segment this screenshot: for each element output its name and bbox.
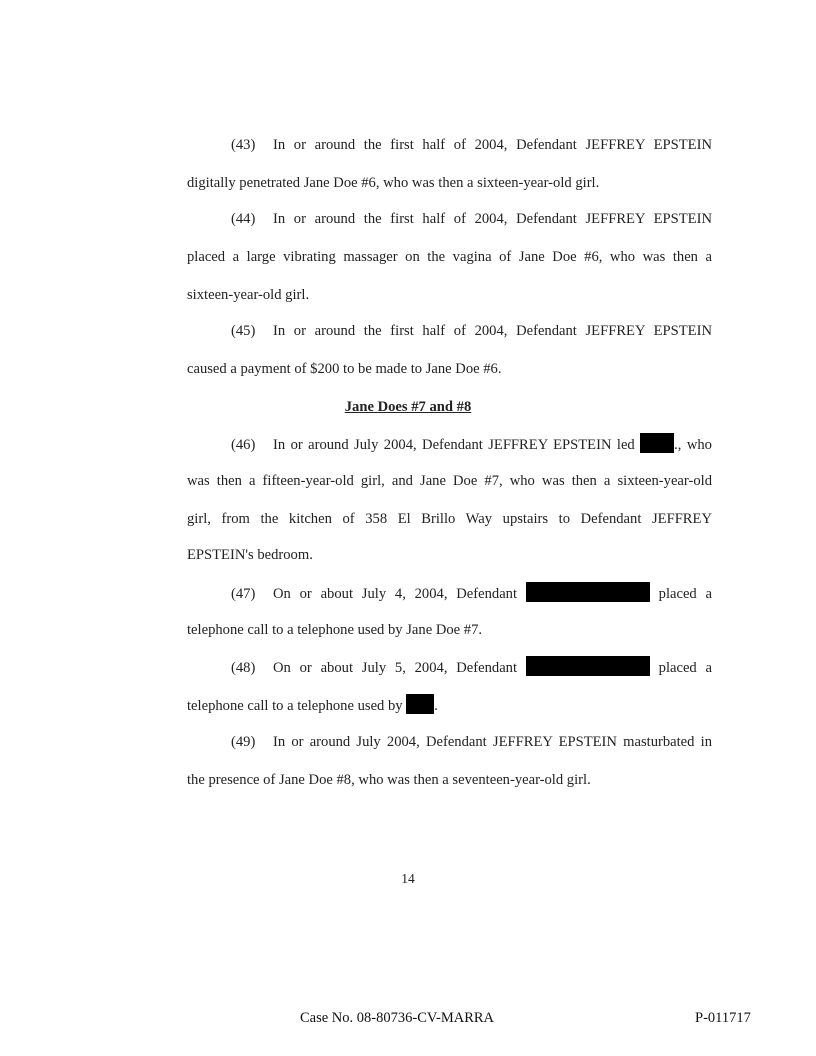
paragraph-text: In or around the first half of 2004, Defendant JEFFREY EPSTEIN (273, 323, 712, 339)
paragraph-text: In or around July 2004, Defendant JEFFREY EPSTEIN led (273, 437, 635, 453)
paragraph-45-line-1 (231, 321, 712, 341)
paragraph-text: telephone call to a telephone used by (187, 698, 403, 714)
paragraph-43-line-1 (231, 135, 712, 155)
paragraph-number: (45) (231, 323, 256, 339)
paragraph-47-line-1 (231, 582, 712, 604)
paragraph-text: In or around the first half of 2004, Defendant JEFFREY EPSTEIN (273, 211, 712, 227)
redaction-box (406, 694, 434, 714)
paragraph-48-line-2 (187, 694, 712, 716)
redaction-box (640, 433, 674, 453)
section-heading: Jane Does #7 and #8 (344, 399, 472, 415)
paragraph-46-line-1 (231, 433, 712, 455)
paragraph-text: In or around the first half of 2004, Defendant JEFFREY EPSTEIN (273, 137, 712, 153)
redaction-box (526, 582, 650, 602)
paragraph-text: In or around July 2004, Defendant JEFFREY EPSTEIN masturbated in (273, 734, 712, 750)
paragraph-46-line-2: was then a fifteen-year-old girl, and Jane Doe #7, who was then a sixteen-year-old (187, 473, 712, 489)
paragraph-text: On or about July 5, 2004, Defendant (273, 660, 518, 676)
paragraph-number: (48) (231, 660, 256, 676)
footer-case-number: Case No. 08-80736-CV-MARRA (300, 1010, 495, 1026)
redaction-box (526, 656, 650, 676)
paragraph-48-line-1 (231, 656, 712, 678)
paragraph-number: (49) (231, 734, 256, 750)
paragraph-45-line-2: caused a payment of $200 to be made to Jane Doe #6. (187, 361, 502, 377)
paragraph-text: . (434, 698, 438, 714)
paragraph-text: On or about July 4, 2004, Defendant (273, 586, 518, 602)
paragraph-49-line-2: the presence of Jane Doe #8, who was then a seventeen-year-old girl. (187, 772, 591, 788)
paragraph-44-line-2: placed a large vibrating massager on the vagina of Jane Doe #6, who was then a (187, 249, 712, 265)
paragraph-47-line-2: telephone call to a telephone used by Jane Doe #7. (187, 622, 483, 638)
paragraph-49-line-1 (231, 732, 712, 752)
paragraph-44-line-1 (231, 209, 712, 229)
paragraph-number: (43) (231, 137, 256, 153)
page-number: 14 (401, 871, 415, 886)
paragraph-46-line-4: EPSTEIN's bedroom. (187, 547, 313, 563)
paragraph-number: (46) (231, 437, 256, 453)
paragraph-number: (44) (231, 211, 256, 227)
paragraph-text: placed a (658, 660, 712, 676)
paragraph-44-line-3: sixteen-year-old girl. (187, 287, 310, 303)
paragraph-text: placed a (658, 586, 712, 602)
paragraph-43-line-2: digitally penetrated Jane Doe #6, who was then a sixteen-year-old girl. (187, 175, 600, 191)
paragraph-number: (47) (231, 586, 256, 602)
footer-bates-number: P-011717 (695, 1010, 751, 1026)
paragraph-46-line-3: girl, from the kitchen of 358 El Brillo Way upstairs to Defendant JEFFREY (187, 511, 712, 527)
paragraph-text: ., who (674, 437, 712, 453)
